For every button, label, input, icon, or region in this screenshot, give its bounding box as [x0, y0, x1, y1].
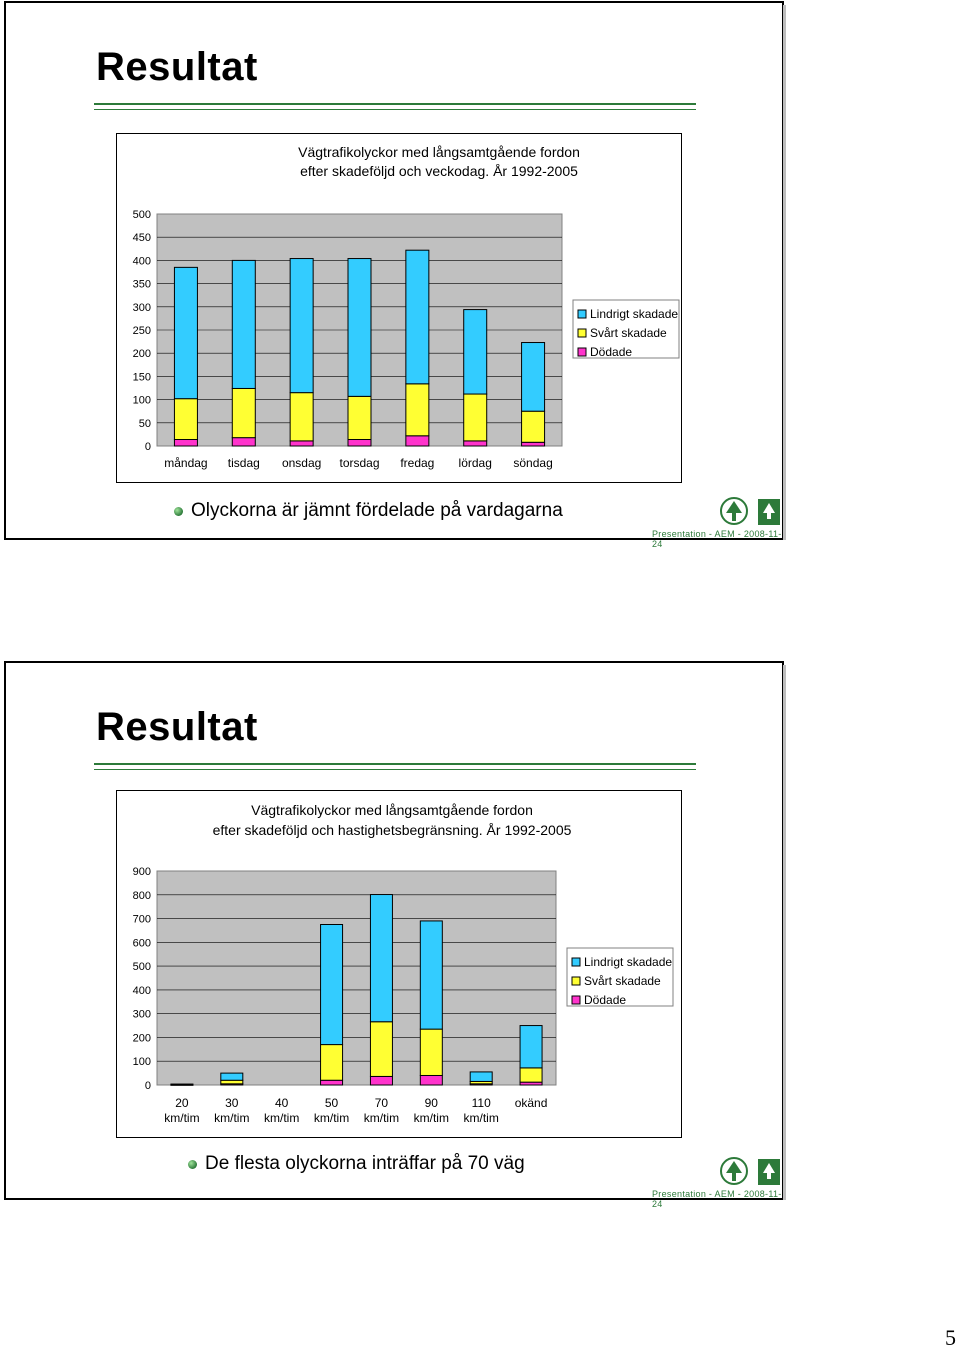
- slide-1: [4, 1, 784, 549]
- bar-segment: [221, 1073, 243, 1080]
- bullet-icon: [188, 1160, 197, 1169]
- title-rule: [94, 763, 696, 765]
- bar-segment: [370, 1076, 392, 1085]
- legend-swatch: [578, 310, 586, 318]
- legend-label: Lindrigt skadade: [584, 955, 673, 969]
- x-category-label: 90: [424, 1096, 438, 1110]
- bullet-point: [174, 500, 563, 522]
- bar-segment: [420, 1075, 442, 1085]
- y-tick-label: 800: [132, 889, 151, 902]
- slide-footer: Presentation - AEM - 2008-11-24: [652, 529, 782, 549]
- slide-2: [4, 661, 784, 1209]
- bullet-text: Olyckorna är jämnt fördelade på vardagarna: [191, 500, 563, 521]
- plot-area: [157, 871, 556, 1085]
- bar-segment: [522, 442, 545, 446]
- vagverket-logo-icon: [714, 1153, 782, 1187]
- bar-segment: [290, 259, 313, 393]
- bar-segment: [420, 921, 442, 1029]
- bar-segment: [171, 1084, 193, 1085]
- x-category-label: fredag: [400, 456, 435, 470]
- chart-weekday-svg: [117, 134, 681, 482]
- x-category-label: 70: [374, 1096, 389, 1110]
- bar-segment: [420, 1029, 442, 1075]
- x-category-label: km/tim: [313, 1111, 350, 1125]
- y-tick-label: 200: [132, 1032, 151, 1045]
- x-category-label: km/tim: [264, 1111, 300, 1125]
- y-tick-label: 200: [132, 348, 151, 361]
- bar-segment: [174, 267, 197, 398]
- bar-segment: [348, 396, 371, 439]
- bar-segment: [464, 394, 487, 441]
- x-category-label: km/tim: [363, 1111, 400, 1125]
- x-category-label: lördag: [458, 456, 492, 470]
- bar-segment: [406, 436, 429, 446]
- legend-swatch: [572, 977, 580, 985]
- y-tick-label: 400: [132, 984, 151, 997]
- slide-title: Resultat: [96, 45, 258, 89]
- x-category-label: 40: [275, 1096, 289, 1110]
- y-tick-label: 600: [132, 937, 151, 950]
- chart-title-line: Vägtrafikolyckor med långsamtgående fordon: [251, 802, 533, 818]
- bar-segment: [221, 1080, 243, 1084]
- x-category-label: 30: [225, 1096, 239, 1110]
- chart-title-line: Vägtrafikolyckor med långsamtgående fordon: [298, 144, 580, 160]
- x-category-label: 110: [471, 1096, 491, 1110]
- bar-segment: [348, 259, 371, 397]
- y-tick-label: 100: [132, 394, 151, 407]
- y-tick-label: 300: [132, 1008, 151, 1021]
- bar-segment: [520, 1068, 542, 1082]
- bar-segment: [321, 1080, 343, 1085]
- x-category-label: måndag: [164, 456, 208, 470]
- bar-segment: [406, 384, 429, 436]
- legend-label: Lindrigt skadade: [590, 307, 679, 321]
- y-tick-label: 700: [132, 913, 151, 926]
- legend-swatch: [578, 348, 586, 356]
- bullet-point: [188, 1153, 525, 1175]
- bar-segment: [464, 441, 487, 446]
- x-category-label: km/tim: [463, 1111, 499, 1125]
- x-category-label: okänd: [514, 1096, 548, 1110]
- x-category-label: torsdag: [339, 456, 380, 470]
- y-tick-label: 450: [132, 232, 151, 245]
- y-tick-label: 250: [132, 325, 151, 337]
- y-tick-label: 300: [132, 301, 151, 314]
- slide-shadow: [783, 665, 786, 1200]
- vagverket-logo-icon: [714, 493, 782, 527]
- title-rule-thin: [94, 109, 696, 110]
- x-category-label: 50: [324, 1096, 339, 1110]
- bar-segment: [464, 310, 487, 394]
- slide-footer: Presentation - AEM - 2008-11-24: [652, 1189, 782, 1209]
- bar-segment: [470, 1072, 492, 1082]
- bar-segment: [232, 388, 255, 437]
- legend-swatch: [578, 329, 586, 337]
- y-tick-label: 150: [132, 371, 151, 384]
- y-tick-label: 500: [132, 209, 151, 221]
- bar-segment: [232, 260, 255, 388]
- legend-swatch: [572, 958, 580, 966]
- y-tick-label: 900: [132, 866, 151, 878]
- bullet-icon: [174, 507, 183, 516]
- x-category-label: km/tim: [164, 1111, 200, 1125]
- y-tick-label: 50: [138, 417, 151, 430]
- bullet-text: De flesta olyckorna inträffar på 70 väg: [205, 1153, 525, 1174]
- slide-title: Resultat: [96, 705, 258, 749]
- x-category-label: tisdag: [227, 456, 260, 470]
- legend-label: Svårt skadade: [584, 974, 661, 988]
- y-tick-label: 500: [132, 961, 151, 974]
- bar-segment: [522, 411, 545, 442]
- bar-segment: [232, 438, 255, 446]
- x-category-label: onsdag: [281, 456, 322, 470]
- chart-weekday: [116, 133, 682, 483]
- bar-segment: [290, 393, 313, 441]
- chart-speed-svg: [117, 791, 681, 1137]
- y-tick-label: 100: [132, 1056, 151, 1069]
- bar-segment: [321, 925, 343, 1045]
- chart-speed: [116, 790, 682, 1138]
- y-tick-label: 350: [132, 278, 151, 291]
- x-category-label: km/tim: [214, 1111, 250, 1125]
- chart-title-line: efter skadeföljd och veckodag. År 1992-2005: [300, 163, 578, 179]
- y-tick-label: 400: [132, 255, 151, 268]
- legend-swatch: [572, 996, 580, 1004]
- bar-segment: [370, 895, 392, 1022]
- bar-segment: [174, 440, 197, 446]
- bar-segment: [370, 1022, 392, 1077]
- title-rule-thin: [94, 769, 696, 770]
- bar-segment: [348, 440, 371, 446]
- x-category-label: söndag: [513, 456, 553, 470]
- y-tick-label: 0: [144, 1080, 151, 1092]
- y-tick-label: 0: [144, 441, 151, 453]
- legend-label: Dödade: [590, 345, 633, 359]
- chart-title-line: efter skadeföljd och hastighetsbegränsning. År 1992-2005: [212, 822, 572, 838]
- bar-segment: [522, 343, 545, 412]
- bar-segment: [321, 1045, 343, 1081]
- slide-shadow: [783, 5, 786, 540]
- bar-segment: [174, 399, 197, 440]
- title-rule: [94, 103, 696, 105]
- bar-segment: [520, 1026, 542, 1068]
- page-number: 5: [945, 1325, 956, 1350]
- legend-label: Svårt skadade: [590, 326, 667, 340]
- bar-segment: [290, 441, 313, 446]
- bar-segment: [406, 250, 429, 384]
- x-category-label: 20: [175, 1096, 189, 1110]
- legend-label: Dödade: [584, 993, 627, 1007]
- x-category-label: km/tim: [413, 1111, 449, 1125]
